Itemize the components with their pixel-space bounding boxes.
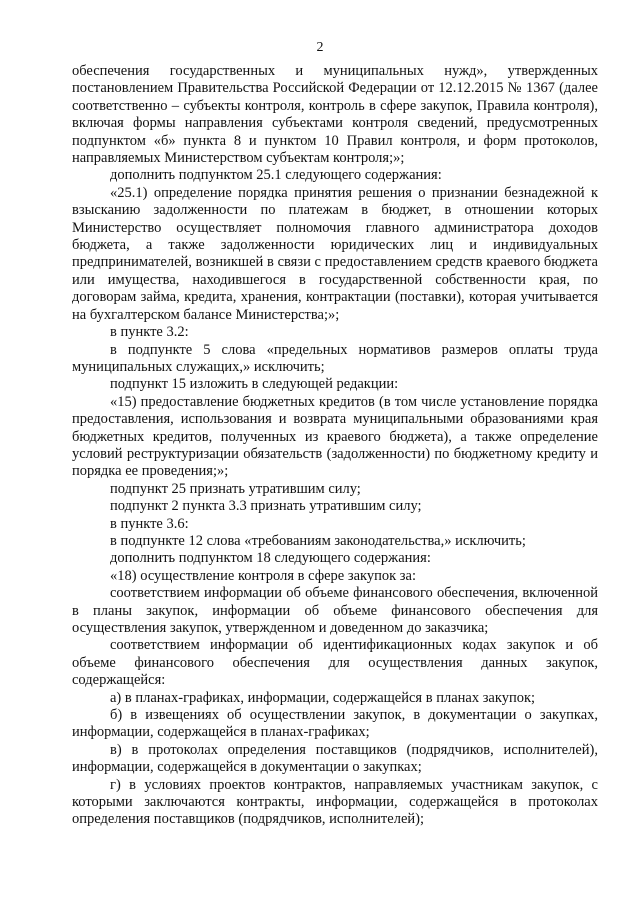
paragraph: в) в протоколах определения поставщиков (подрядчиков, исполнителей), информации, содержащейся в документации о закупках; [72,741,598,776]
paragraph: соответствием информации об идентификационных кодах закупок и об объеме финансового обеспечения для осуществления данных закупок, содержащейся: [72,637,598,689]
paragraph: в подпункте 12 слова «требованиям законодательства,» исключить; [110,532,526,549]
paragraph: б) в извещениях об осуществлении закупок, в документации о закупках, информации, содержащейся в планах-графиках; [72,707,598,741]
paragraph: подпункт 15 изложить в следующей редакции: [110,376,399,393]
paragraph: соответствием информации об объеме финансового обеспечения, включенной в планы закупок, информации об объеме финансового обеспечения для осуществления закупок, утвержденном и доведенном до заказчика; [72,585,598,636]
paragraph: «15) предоставление бюджетных кредитов (в том числе установление порядка предоставления, использования и возврата муниципальными образованиями края бюджетных кредитов, полученных из краевого бюджета), а также определение условий реструктуризации обязательств (задолженности) по бюджетному кредиту и порядка ее проведения;»; [72,393,598,480]
paragraph: в подпункте 5 слова «предельных нормативов размеров оплаты труда муниципальных служащих,» исключить; [72,341,598,375]
paragraph: подпункт 2 пункта 3.3 признать утратившим силу; [110,498,422,515]
paragraph: г) в условиях проектов контрактов, направляемых участникам закупок, с которыми заключаются контракты, информации, содержащейся в протоколах определения поставщиков (подрядчиков, исполнителей); [72,776,598,828]
paragraph: подпункт 25 признать утратившим силу; [110,480,361,497]
paragraph: дополнить подпунктом 18 следующего содержания: [110,550,431,567]
paragraph: в пункте 3.2: [110,324,189,341]
paragraph: обеспечения государственных и муниципальных нужд», утвержденных постановлением Правительства Российской Федерации от 12.12.2015 № 1367 (далее соответственно – субъекты контроля, контроль в сфере закупок, Правила контроля), включая формы направления субъектами контроля сведений, предусмотренных подпунктом «б» пункта 8 и пунктом 10 Правил контроля, и форм протоколов, направляемых Министерством субъектам контроля;»; [72,63,598,167]
document-body [72,63,598,829]
paragraph: а) в планах-графиках, информации, содержащейся в планах закупок; [110,689,536,706]
page-number: 2 [316,40,324,55]
paragraph: дополнить подпунктом 25.1 следующего содержания: [110,167,442,184]
paragraph: «25.1) определение порядка принятия решения о признании безнадежной к взысканию задолженности по платежам в бюджет, в отношении которых Министерство осуществляет полномочия главного администратора доходов бюджета, а также задолженности юридических лиц и индивидуальных предпринимателей, возникшей в связи с предоставлением средств краевого бюджета или имущества, находившегося в государственной собственности края, по договорам займа, кредита, хранения, контрактации (поставки), которая учитывается на бухгалтерском балансе Министерства;»; [72,184,598,323]
paragraph: «18) осуществление контроля в сфере закупок за: [110,567,416,584]
paragraph: в пункте 3.6: [110,515,189,532]
